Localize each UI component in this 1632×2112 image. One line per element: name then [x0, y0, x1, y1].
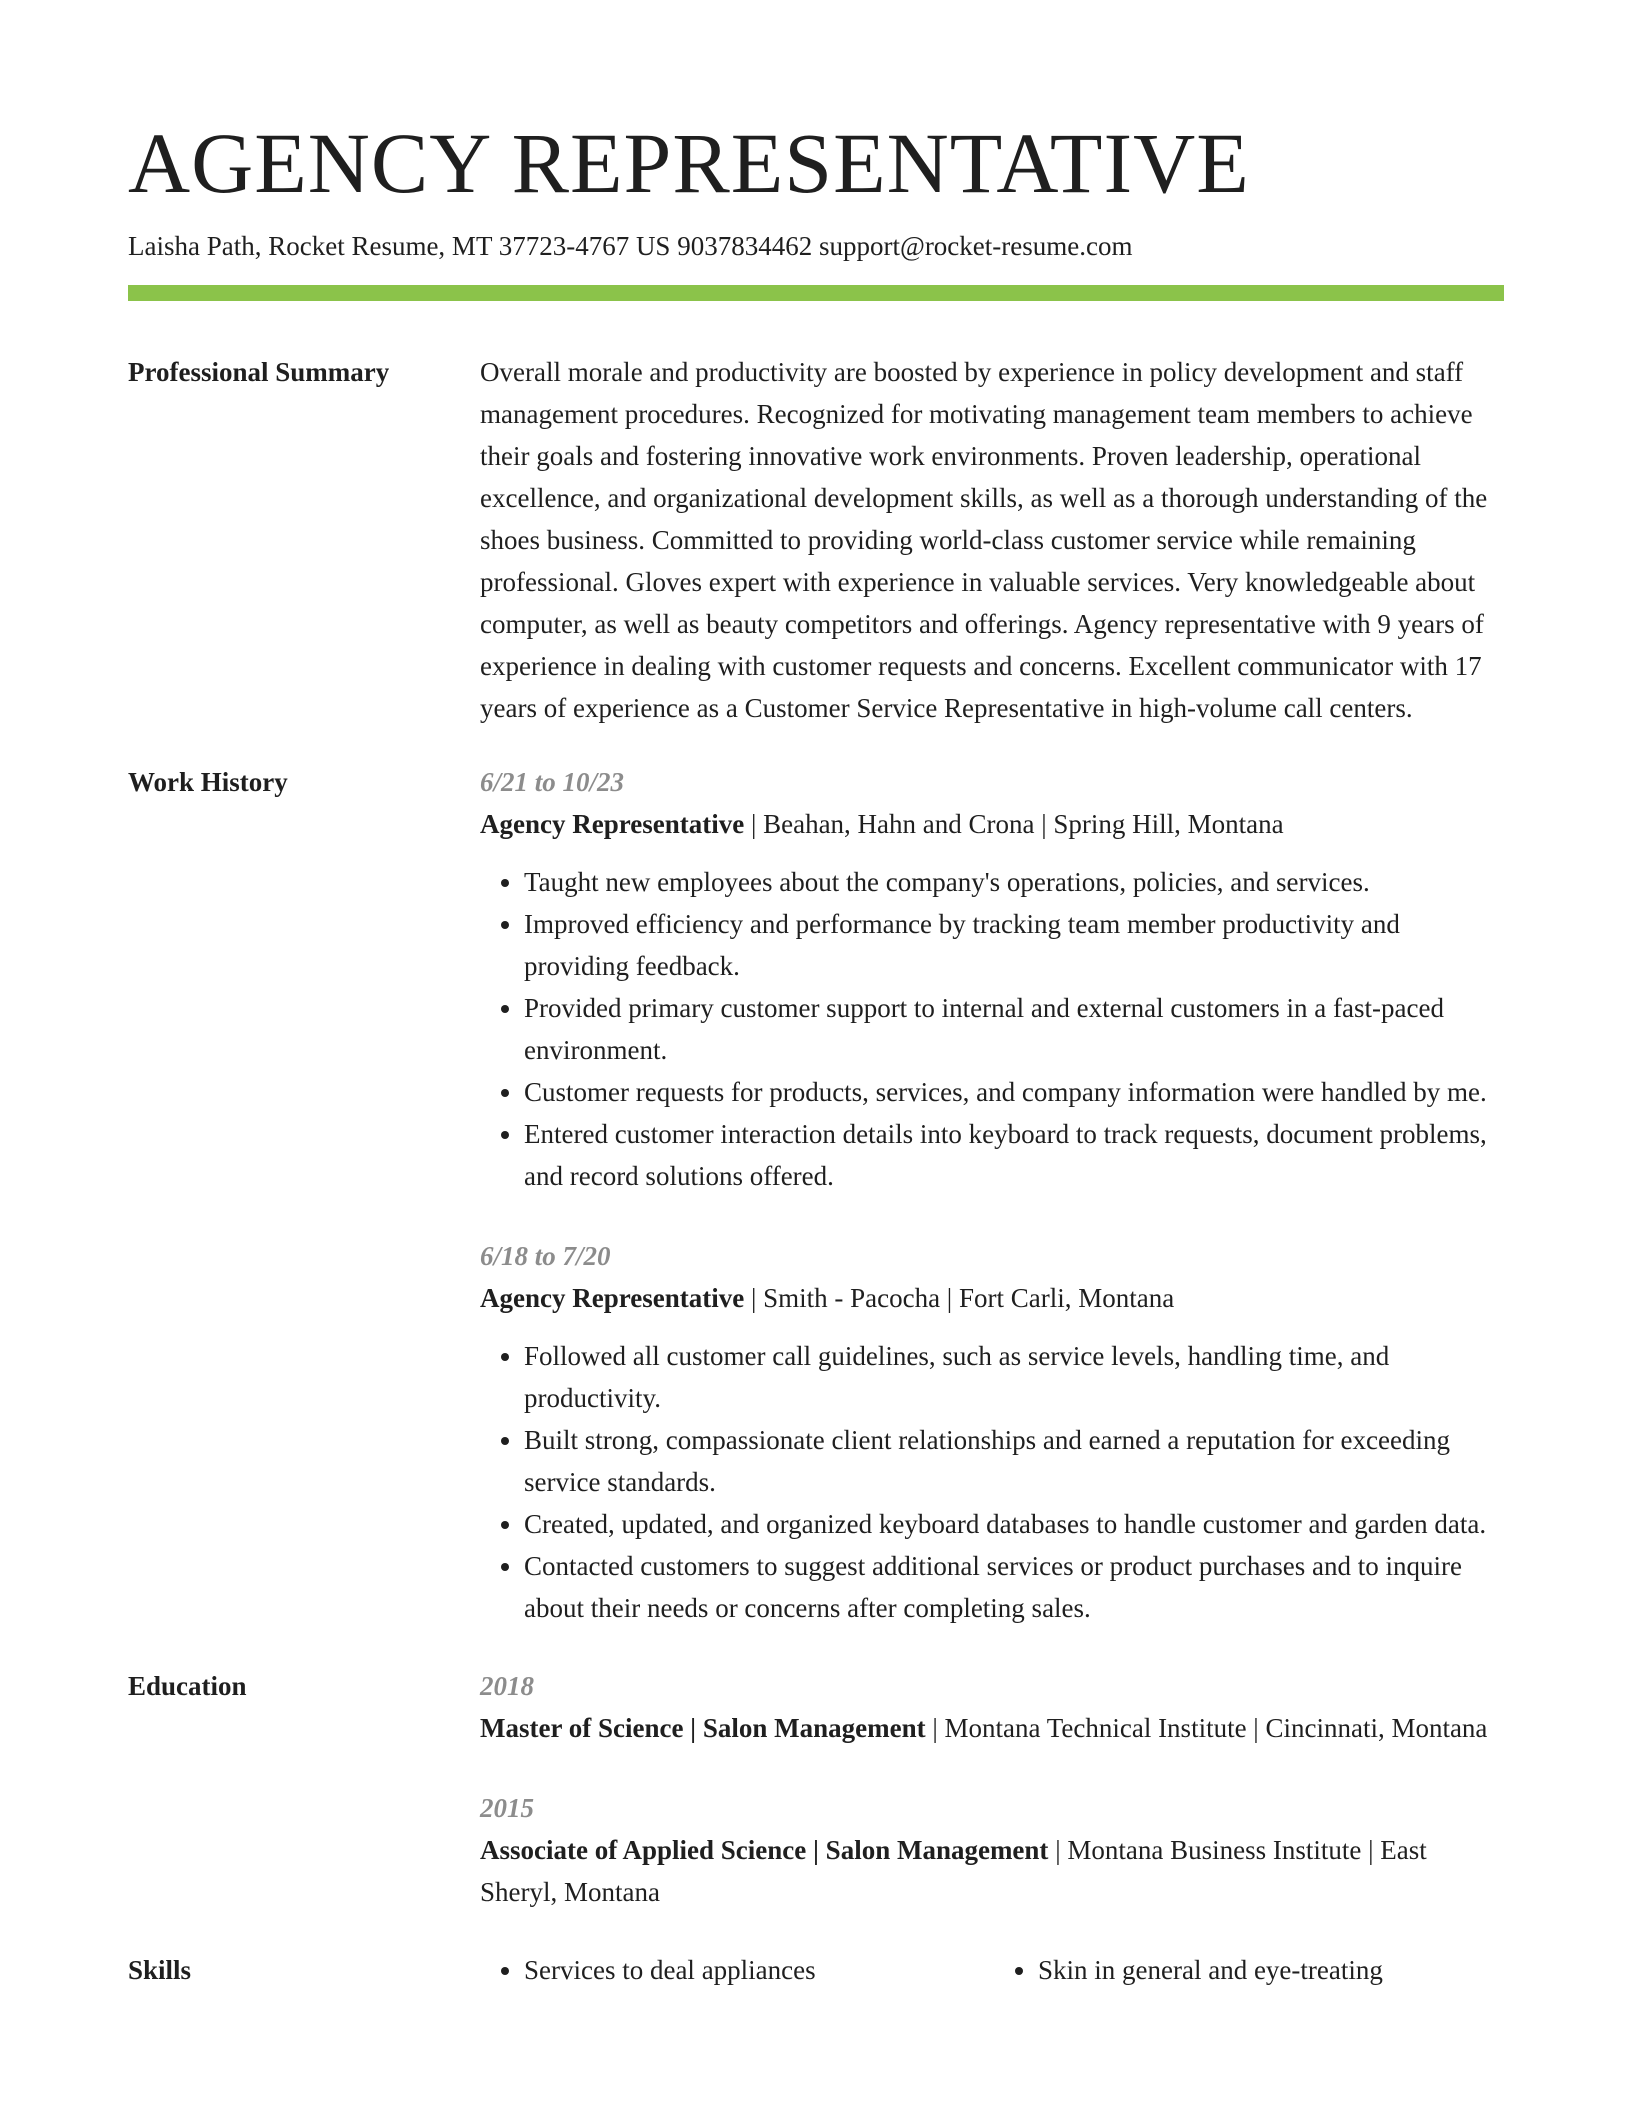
- job-details: | Smith - Pacocha | Fort Carli, Montana: [744, 1283, 1175, 1314]
- job-date: 6/21 to 10/23: [480, 767, 625, 798]
- job-entry: [480, 1235, 1504, 1629]
- education-degree: Master of Science | Salon Management: [480, 1713, 926, 1744]
- education-body: [480, 1665, 1504, 1913]
- job-title: Agency Representative: [480, 809, 745, 840]
- job-details: | Beahan, Hahn and Crona | Spring Hill, Montana: [744, 809, 1284, 840]
- skills-column: [994, 1949, 1508, 1991]
- resume-title: AGENCY REPRESENTATIVE: [128, 115, 1250, 211]
- education-degree: Associate of Applied Science | Salon Management: [480, 1835, 1049, 1866]
- education-role: [480, 1707, 1504, 1749]
- accent-divider: [128, 285, 1504, 301]
- education-section: [128, 1665, 1504, 1913]
- job-bullets: [480, 1335, 1504, 1629]
- skill-item: • Skin in general and eye-treating: [1038, 1949, 1508, 1991]
- skill-item: • Services to deal appliances: [524, 1949, 994, 1991]
- education-entry: [480, 1787, 1504, 1913]
- summary-text: Overall morale and productivity are boosted by experience in policy development and staff management procedures. Recognized for motivating management team members to achieve their goals and fostering innovative work environments. Proven leadership, operational excellence, and organizational development skills, as well as a thorough understanding of the shoes business. Committed to providing world-class customer service while remaining professional. Gloves expert with experience in valuable services. Very knowledgeable about computer, as well as beauty competitors and offerings. Agency representative with 9 years of experience in dealing with customer requests and concerns. Excellent communicator with 17 years of experience as a Customer Service Representative in high-volume call centers.: [480, 357, 1488, 724]
- education-year: 2015: [480, 1793, 534, 1824]
- education-details: | Montana Technical Institute | Cincinnati, Montana: [925, 1713, 1488, 1744]
- list-item: • Customer requests for products, services, and company information were handled by me.: [524, 1071, 1504, 1113]
- job-entry: [480, 761, 1504, 1197]
- skills-column: [480, 1949, 994, 1991]
- education-role: [480, 1829, 1504, 1913]
- list-item: • Provided primary customer support to internal and external customers in a fast-paced environment.: [524, 987, 1504, 1071]
- list-item: • Contacted customers to suggest additional services or product purchases and to inquire about their needs or concerns after completing sales.: [524, 1545, 1504, 1629]
- list-item: • Taught new employees about the company's operations, policies, and services.: [524, 861, 1504, 903]
- education-entry: [480, 1665, 1504, 1749]
- work-history-section: [128, 761, 1504, 1629]
- list-item: • Created, updated, and organized keyboard databases to handle customer and garden data.: [524, 1503, 1504, 1545]
- skills-body: [480, 1949, 1508, 1991]
- summary-label: Professional Summary: [128, 357, 390, 388]
- work-history-label: Work History: [128, 767, 288, 798]
- job-title: Agency Representative: [480, 1283, 745, 1314]
- contact-line: Laisha Path, Rocket Resume, MT 37723-4767 US 9037834462 support@rocket-resume.com: [128, 231, 1133, 261]
- summary-section: [128, 351, 1504, 729]
- education-details: | Montana Business Institute | East Sheryl, Montana: [480, 1835, 1427, 1908]
- skills-label: Skills: [128, 1955, 192, 1986]
- resume-page: [128, 0, 1504, 1991]
- education-year: 2018: [480, 1671, 534, 1702]
- job-role: [480, 803, 1504, 845]
- job-bullets: [480, 861, 1504, 1197]
- list-item: • Built strong, compassionate client relationships and earned a reputation for exceeding service standards.: [524, 1419, 1504, 1503]
- job-date: 6/18 to 7/20: [480, 1241, 611, 1272]
- list-item: • Entered customer interaction details into keyboard to track requests, document problems, and record solutions offered.: [524, 1113, 1504, 1197]
- skills-section: [128, 1949, 1504, 1991]
- list-item: • Improved efficiency and performance by tracking team member productivity and providing feedback.: [524, 903, 1504, 987]
- list-item: • Followed all customer call guidelines, such as service levels, handling time, and productivity.: [524, 1335, 1504, 1419]
- job-role: [480, 1277, 1504, 1319]
- work-history-body: [480, 761, 1504, 1629]
- education-label: Education: [128, 1671, 247, 1702]
